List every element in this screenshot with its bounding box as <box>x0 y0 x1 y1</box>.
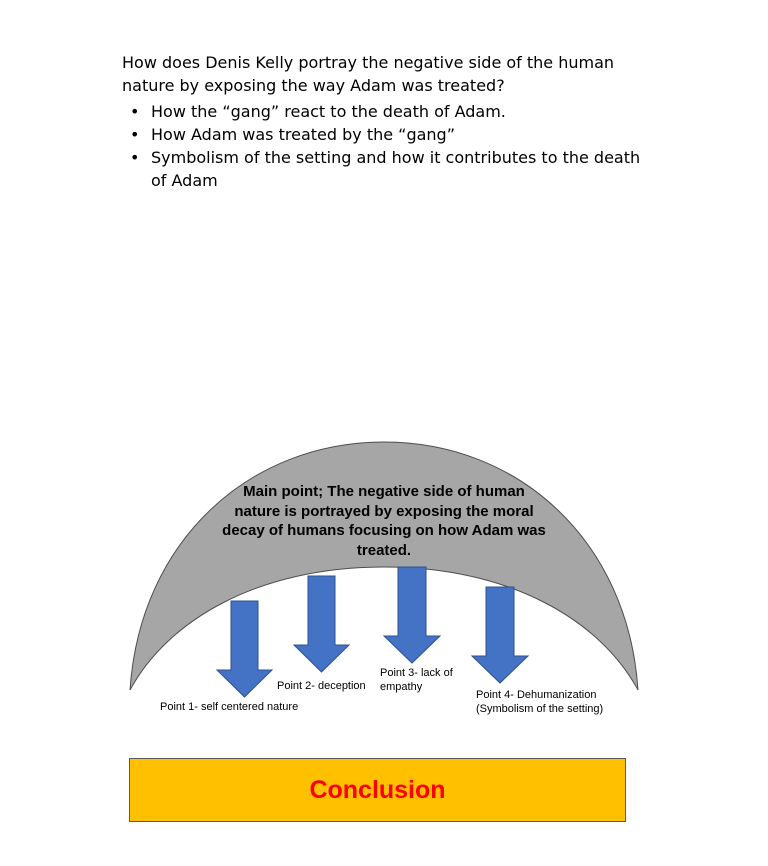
main-point-arc <box>130 442 638 690</box>
conclusion-label: Conclusion <box>309 775 446 804</box>
down-arrow-2 <box>294 576 349 672</box>
point-4-label: Point 4- Dehumanization (Symbolism of the setting) <box>476 689 604 715</box>
conclusion-box <box>129 758 626 822</box>
bullet-item: • How Adam was treated by the “gang” <box>122 123 642 146</box>
point-3-label: Point 3- lack of empathy <box>380 667 453 693</box>
essay-question: How does Denis Kelly portray the negative side of the human nature by exposing the way Adam was treated? <box>122 53 615 95</box>
main-point-text: Main point; The negative side of human nature is portrayed by exposing the moral decay of humans focusing on how Adam was treated. <box>222 483 546 559</box>
down-arrow-3 <box>384 567 440 663</box>
down-arrow-1 <box>217 601 272 697</box>
down-arrow-4 <box>472 587 528 683</box>
bullet-item: • How the “gang” react to the death of Adam. <box>122 100 642 123</box>
point-2-label: Point 2- deception <box>277 680 366 692</box>
bullet-item: • Symbolism of the setting and how it contributes to the death of Adam <box>122 146 642 192</box>
point-1-label: Point 1- self centered nature <box>160 701 299 713</box>
